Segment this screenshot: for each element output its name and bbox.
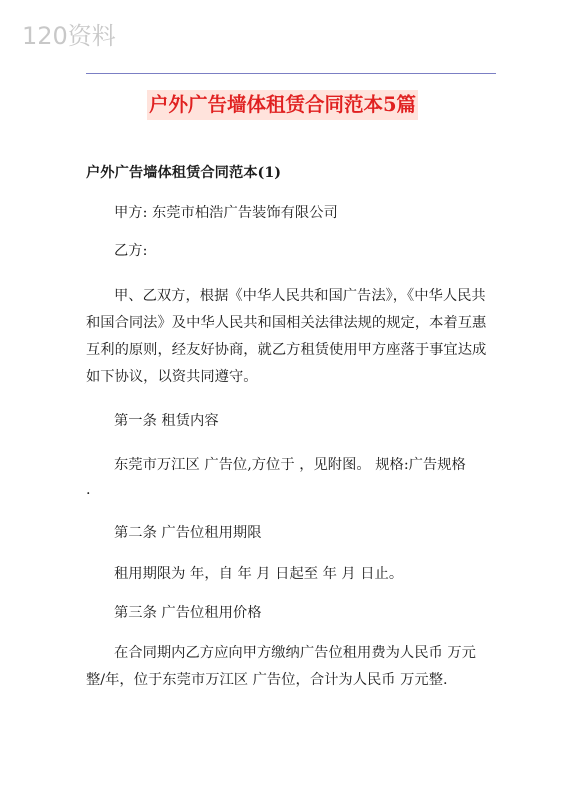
article1-dot: . xyxy=(86,482,91,498)
section-heading: 户外广告墙体租赁合同范本(1) xyxy=(86,165,282,181)
title-container xyxy=(0,90,565,120)
party-b: 乙方: xyxy=(114,243,148,259)
watermark: 120资料 xyxy=(22,22,116,50)
article2-text: 租用期限为 年，自 年 月 日起至 年 月 日止。 xyxy=(114,566,404,582)
article1-text: 东莞市万江区 广告位,方位于 ，见附图。 规格:广告规格 xyxy=(114,457,466,473)
article3-text: 在合同期内乙方应向甲方缴纳广告位租用费为人民币 万元整/年，位于东莞市万江区 广告位，合计为人民币 万元整. xyxy=(86,645,476,688)
article3-title: 第三条 广告位租用价格 xyxy=(114,605,262,621)
preamble-paragraph: 甲、乙双方，根据《中华人民共和国广告法》，《中华人民共和国合同法》及中华人民共和国相关法律法规的规定，本着互惠互利的原则，经友好协商，就乙方租赁使用甲方座落于事宜达成如下协议，以资共同遵守。 xyxy=(86,288,487,385)
document-title: 户外广告墙体租赁合同范本5篇 xyxy=(147,90,418,120)
article2-title: 第二条 广告位租用期限 xyxy=(114,525,262,541)
header-divider xyxy=(86,73,496,74)
party-a: 甲方: 东莞市柏浩广告装饰有限公司 xyxy=(114,205,338,221)
article1-title: 第一条 租赁内容 xyxy=(114,413,219,429)
